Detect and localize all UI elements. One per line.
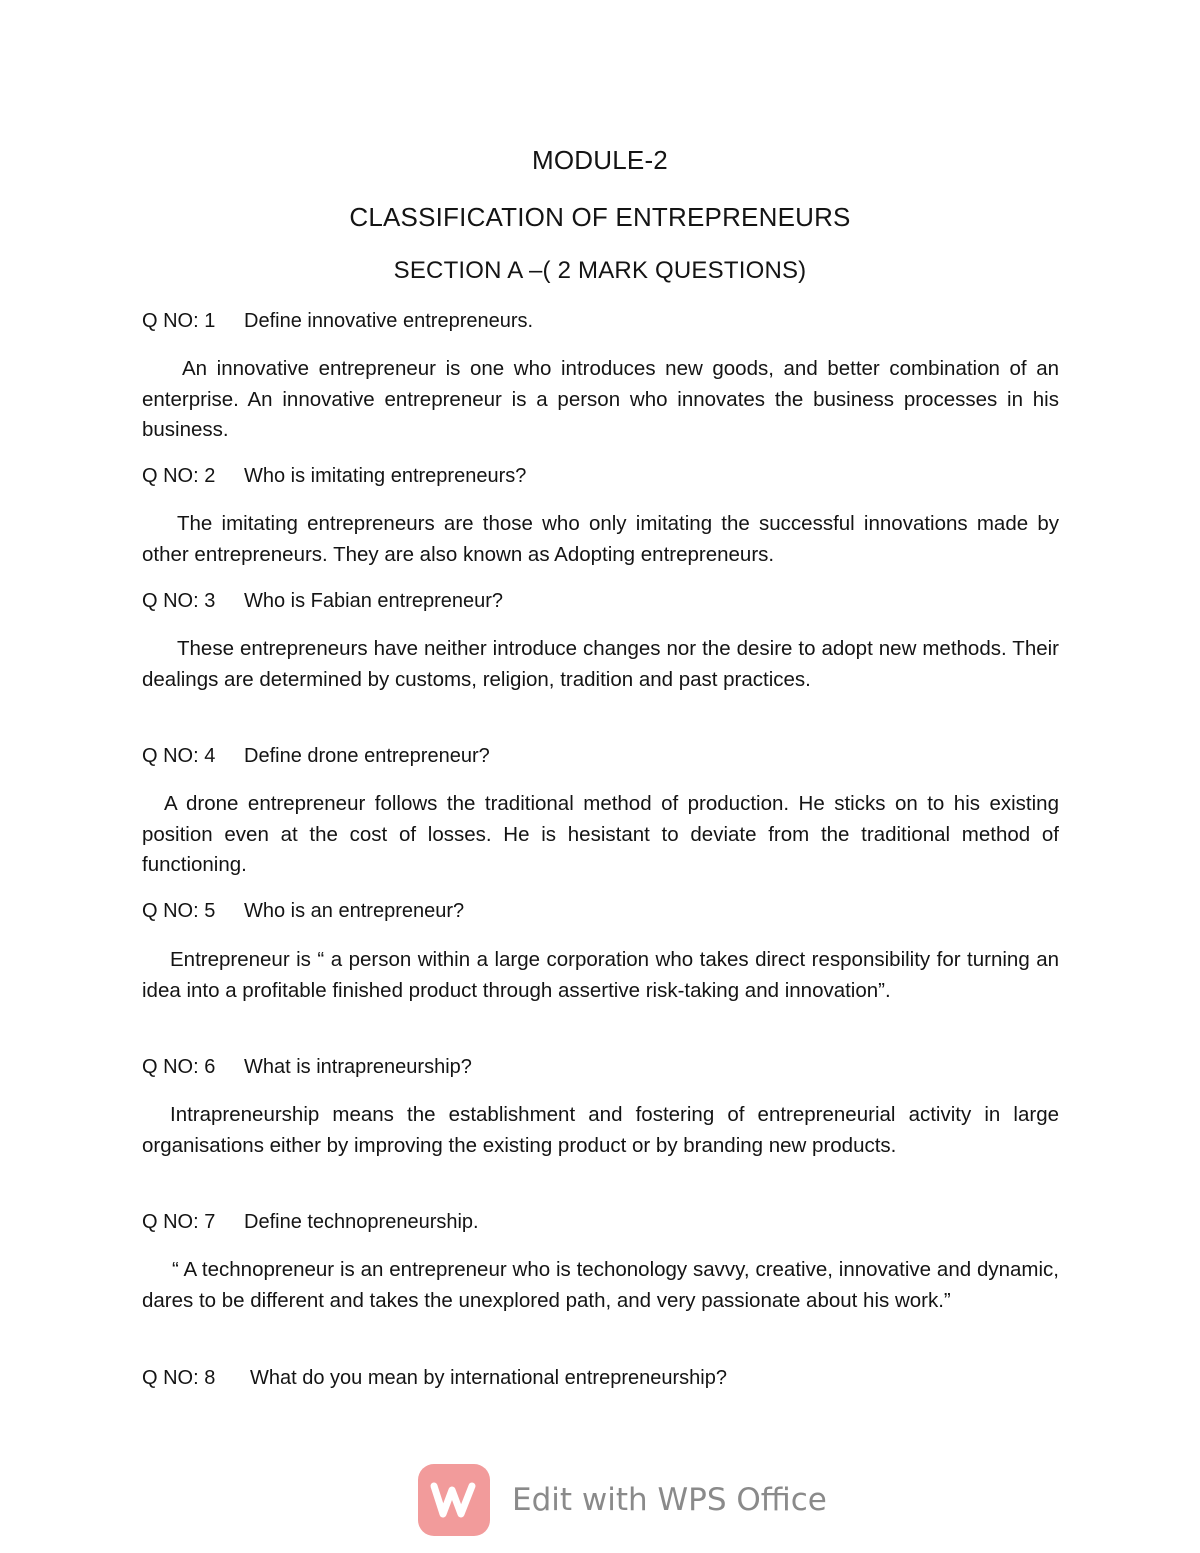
module-heading: MODULE-2 — [532, 145, 668, 175]
question-4 — [142, 745, 490, 768]
question-number: Q NO: 8 — [142, 1367, 216, 1389]
question-2 — [142, 465, 526, 488]
section-heading: SECTION A –( 2 MARK QUESTIONS) — [393, 257, 807, 284]
question-text: Define innovative entrepreneurs. — [244, 310, 534, 332]
answer-7: “ A technopreneur is an entrepreneur who is techonology savvy, creative, innovative and dynamic, dares to be different and takes the unexplored path, and very passionate about his work.” — [142, 1258, 1059, 1312]
question-text: Define technopreneurship. — [244, 1211, 479, 1233]
wps-watermark[interactable] — [418, 1464, 827, 1536]
question-text: Who is an entrepreneur? — [244, 900, 465, 922]
question-text: What is intrapreneurship? — [244, 1056, 472, 1078]
question-text: Define drone entrepreneur? — [244, 745, 490, 767]
answer-4: A drone entrepreneur follows the traditional method of production. He sticks on to his existing position even at the cost of losses. He is hesistant to deviate from the traditional method of functioning. — [142, 792, 1059, 876]
question-number: Q NO: 7 — [142, 1211, 216, 1233]
question-number: Q NO: 3 — [142, 590, 216, 612]
wps-office-logo-icon — [418, 1464, 490, 1536]
question-3 — [142, 590, 503, 613]
watermark-text: Edit with WPS Office — [512, 1482, 827, 1518]
answer-6: Intrapreneurship means the establishment and fostering of entrepreneurial activity in large organisations either by improving the existing product or by branding new products. — [142, 1103, 1059, 1157]
question-number: Q NO: 5 — [142, 900, 216, 922]
answer-3: These entrepreneurs have neither introduce changes nor the desire to adopt new methods. Their dealings are determined by customs, religion, tradition and past practices. — [142, 637, 1059, 691]
question-6 — [142, 1056, 472, 1079]
document-title: CLASSIFICATION OF ENTREPRENEURS — [349, 202, 851, 232]
question-number: Q NO: 1 — [142, 310, 216, 332]
question-number: Q NO: 4 — [142, 745, 216, 767]
question-number: Q NO: 6 — [142, 1056, 216, 1078]
question-8 — [142, 1367, 727, 1390]
question-text: What do you mean by international entrepreneurship? — [250, 1367, 727, 1389]
answer-1: An innovative entrepreneur is one who introduces new goods, and better combination of an enterprise. An innovative entrepreneur is a person who innovates the business processes in his business. — [142, 357, 1059, 441]
answer-2: The imitating entrepreneurs are those who only imitating the successful innovations made by other entrepreneurs. They are also known as Adopting entrepreneurs. — [142, 512, 1059, 566]
question-text: Who is Fabian entrepreneur? — [244, 590, 504, 612]
question-7 — [142, 1211, 479, 1234]
question-1 — [142, 310, 533, 333]
answer-5: Entrepreneur is “ a person within a large corporation who takes direct responsibility for turning an idea into a profitable finished product through assertive risk-taking and innovation”. — [142, 948, 1059, 1002]
question-text: Who is imitating entrepreneurs? — [244, 465, 527, 487]
question-5 — [142, 900, 464, 923]
question-number: Q NO: 2 — [142, 465, 216, 487]
